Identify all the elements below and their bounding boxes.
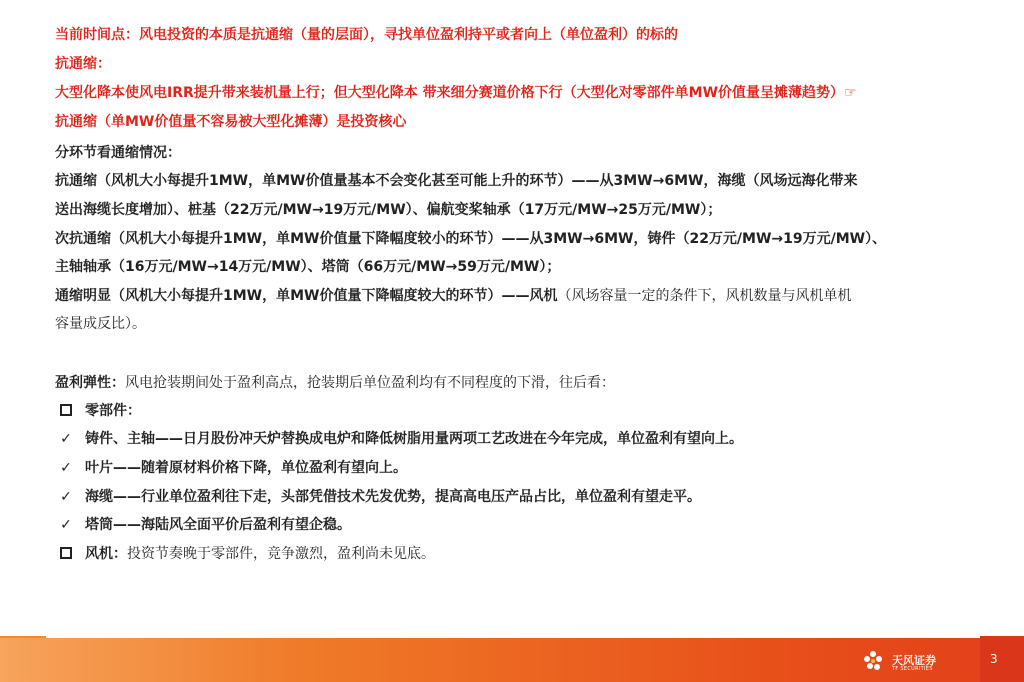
components-heading: 零部件：	[85, 403, 141, 419]
blades-item: 叶片——随着原材料价格下降，单位盈利有望向上。	[85, 460, 407, 476]
check-icon: ✓	[60, 460, 72, 476]
anti-deflation-segment-line1: 抗通缩（风机大小每提升1MW，单MW价值量基本不会变化甚至可能上升的环节）——从3MW→6MW，海缆（风场远海化带来	[55, 173, 858, 189]
headline-current-point: 当前时间点：风电投资的本质是抗通缩（量的层面），寻找单位盈利持平或者向上（单位盈利）的标的	[55, 27, 678, 43]
anti-deflation-segment-line2: 送出海缆长度增加）、桩基（22万元/MW→19万元/MW）、偏航变桨轴承（17万元/MW→25万元/MW）；	[55, 202, 722, 218]
logo-subtitle: TF SECURITIES	[892, 666, 933, 672]
profit-elasticity-text: 风电抢装期间处于盈利高点，抢装期后单位盈利均有不同程度的下滑，往后看：	[125, 375, 615, 391]
obvious-deflation-bold: 通缩明显（风机大小每提升1MW，单MW价值量下降幅度较大的环节）——风机	[55, 288, 558, 304]
anti-deflation-heading: 抗通缩：	[55, 56, 111, 72]
investment-core-text: 抗通缩（单MW价值量不容易被大型化摊薄）是投资核心	[55, 114, 407, 130]
large-scale-cost-reduction-text: 大型化降本使风电IRR提升带来装机量上行；但大型化降本 带来细分赛道价格下行（大型化对零部件单MW价值量呈摊薄趋势）☞	[55, 85, 857, 101]
segment-analysis-heading: 分环节看通缩情况：	[55, 145, 181, 161]
towers-item: 塔筒——海陆风全面平价后盈利有望企稳。	[85, 517, 351, 533]
turbines-item	[85, 544, 435, 564]
obvious-deflation-note: （风场容量一定的条件下，风机数量与风机单机	[557, 288, 852, 304]
check-icon: ✓	[60, 489, 72, 505]
obvious-deflation-line2: 容量成反比）。	[55, 316, 146, 332]
castings-item: 铸件、主轴——日月股份冲天炉替换成电炉和降低树脂用量两项工艺改进在今年完成，单位盈利有望向上。	[85, 431, 743, 447]
turbines-text: 投资节奏晚于零部件，竞争激烈，盈利尚未见底。	[127, 546, 435, 562]
footer-corner-block	[980, 636, 1024, 682]
obvious-deflation-line1	[55, 286, 852, 306]
turbines-label: 风机：	[85, 546, 127, 562]
page-number: 3	[990, 652, 998, 666]
profit-elasticity-line	[55, 373, 615, 393]
sub-anti-deflation-line1: 次抗通缩（风机大小每提升1MW，单MW价值量下降幅度较小的环节）——从3MW→6MW，铸件（22万元/MW→19万元/MW）、	[55, 231, 887, 247]
sub-anti-deflation-line2: 主轴轴承（16万元/MW→14万元/MW）、塔筒（66万元/MW→59万元/MW）；	[55, 259, 561, 275]
profit-elasticity-label: 盈利弹性：	[55, 375, 125, 391]
cables-item: 海缆——行业单位盈利往下走，头部凭借技术先发优势，提高高电压产品占比，单位盈利有望走平。	[85, 489, 701, 505]
check-icon: ✓	[60, 517, 72, 533]
square-bullet-icon	[55, 401, 77, 421]
square-bullet-icon	[55, 544, 77, 564]
check-icon: ✓	[60, 431, 72, 447]
logo-name: 天风证券	[892, 654, 936, 667]
